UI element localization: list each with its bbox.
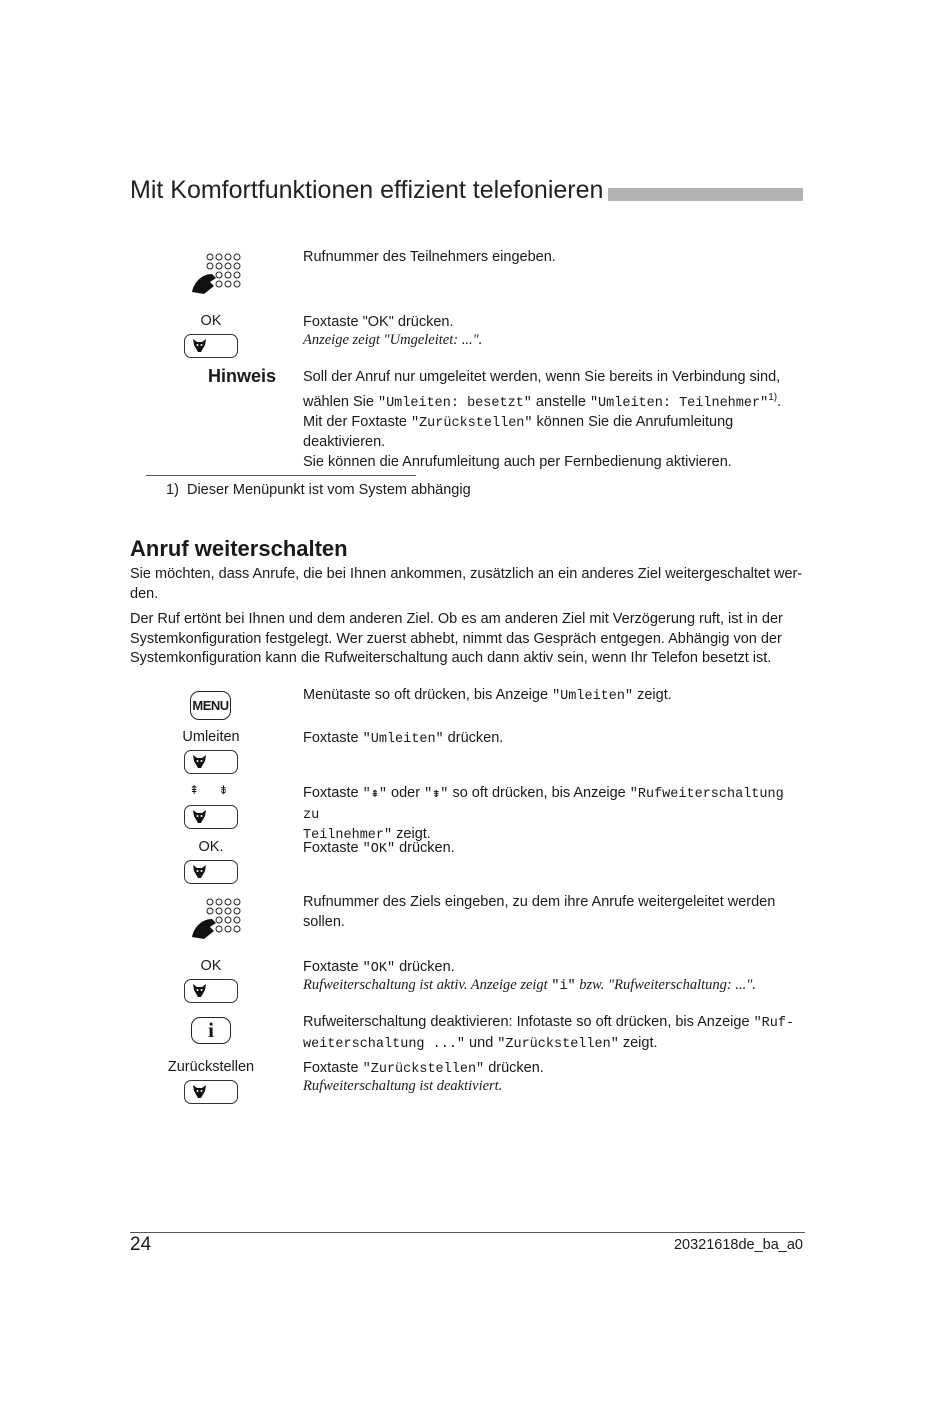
fox-icon [191, 863, 208, 880]
step-umleiten-text: Foxtaste "Umleiten" drücken. [303, 730, 504, 747]
step-dial-target-text: Rufnummer des Ziels eingeben, zu dem ihre Anrufe weitergeleitet werden sollen. [303, 894, 776, 930]
foxkey-ok-dot-button[interactable] [184, 860, 238, 884]
footnote-marker: 1) [166, 482, 179, 498]
step-ok-2-text: Foxtaste "OK" drücken. [303, 959, 455, 976]
scroll-down-icon: ⇟ [218, 783, 229, 797]
softkey-label-ok-2: OK [200, 958, 222, 974]
softkey-label-ok: OK [200, 313, 222, 329]
step-info-text: Rufweiterschaltung deaktivieren: Infotaste so oft drücken, bis Anzeige "Ruf- weiterschaltung ..." und "Zurückstellen" zeigt. [303, 1014, 795, 1052]
footnote-rule [146, 475, 416, 476]
hinweis-line-4: deaktivieren. [303, 434, 386, 451]
foxkey-arrows-button[interactable] [184, 805, 238, 829]
step-arrows-text: Foxtaste "⇞" oder "⇟" so oft drücken, bis Anzeige "Rufweiterschaltung zu Teilnehmer" zeigt. [303, 785, 784, 843]
scroll-up-icon: ⇞ [189, 783, 200, 797]
hinweis-line-2: wählen Sie "Umleiten: besetzt" anstelle "Umleiten: Teilnehmer"$^{1)}$. [303, 391, 782, 411]
footnote-text: Dieser Menüpunkt ist vom System abhängig [186, 482, 471, 498]
keypad-icon [190, 897, 242, 943]
softkey-label-umleiten: Umleiten [182, 729, 240, 745]
hinweis-line-5: Sie können die Anrufumleitung auch per Fernbedienung aktivieren. [303, 453, 732, 470]
fox-icon [191, 1083, 208, 1100]
foxkey-zurueckstellen-button[interactable] [184, 1080, 238, 1104]
footer-rule [130, 1232, 805, 1233]
fox-icon [191, 808, 208, 825]
page-header-title: Mit Komfortfunktionen effizient telefonieren [130, 176, 604, 204]
hinweis-label: Hinweis [208, 366, 277, 386]
step-dial-text: Rufnummer des Teilnehmers eingeben. [303, 249, 556, 265]
info-key-button[interactable]: i [191, 1017, 231, 1044]
fox-icon [191, 982, 208, 999]
step-ok-note: Anzeige zeigt "Umgeleitet: ...". [303, 332, 483, 348]
foxkey-ok-2-button[interactable] [184, 979, 238, 1003]
menu-key-button[interactable]: MENU [190, 691, 231, 720]
footnote [166, 481, 471, 501]
fox-icon [191, 337, 208, 354]
foxkey-umleiten-button[interactable] [184, 750, 238, 774]
keypad-icon [190, 252, 242, 298]
fox-icon [191, 753, 208, 770]
section-para-2: Der Ruf ertönt bei Ihnen und dem anderen Ziel. Ob es am anderen Ziel mit Verzögerung ruft, ist in der Systemkonfiguration festgelegt. Wer zuerst abhebt, nimmt das Gespräch entgegen. Abhängig von der Systemkonfiguration kann die Rufweiterschaltung auch dann aktiv sein, wenn Ihr Telefon besetzt ist. [130, 611, 783, 666]
hinweis-text [303, 368, 813, 472]
step-zurueckstellen-text: Foxtaste "Zurückstellen" drücken. [303, 1060, 544, 1077]
document-id: 20321618de_ba_a0 [673, 1237, 803, 1253]
section-title: Anruf weiterschalten [130, 536, 348, 561]
step-ok-dot-text: Foxtaste "OK" drücken. [303, 840, 455, 857]
page-number: 24 [130, 1234, 152, 1255]
hinweis-line-1: Soll der Anruf nur umgeleitet werden, wenn Sie bereits in Verbindung sind, [303, 369, 781, 385]
softkey-label-zurueckstellen: Zurückstellen [167, 1059, 255, 1075]
arrow-labels [189, 783, 239, 797]
section-para-1: Sie möchten, dass Anrufe, die bei Ihnen ankommen, zusätzlich an ein anderes Ziel weitergeschaltet wer-den. [130, 566, 803, 602]
step-ok-2-note: Rufweiterschaltung ist aktiv. Anzeige zeigt "i" bzw. "Rufweiterschaltung: ...". [303, 977, 756, 994]
step-zurueckstellen-note: Rufweiterschaltung ist deaktiviert. [303, 1078, 503, 1094]
step-ok-text: Foxtaste "OK" drücken. [303, 314, 454, 330]
softkey-label-ok-dot: OK. [198, 839, 224, 855]
header-bar [608, 188, 803, 201]
foxkey-ok-button[interactable] [184, 334, 238, 358]
hinweis-line-3: Mit der Foxtaste "Zurückstellen" können Sie die Anrufumleitung [303, 413, 734, 431]
step-menu-text: Menütaste so oft drücken, bis Anzeige "Umleiten" zeigt. [303, 687, 672, 704]
